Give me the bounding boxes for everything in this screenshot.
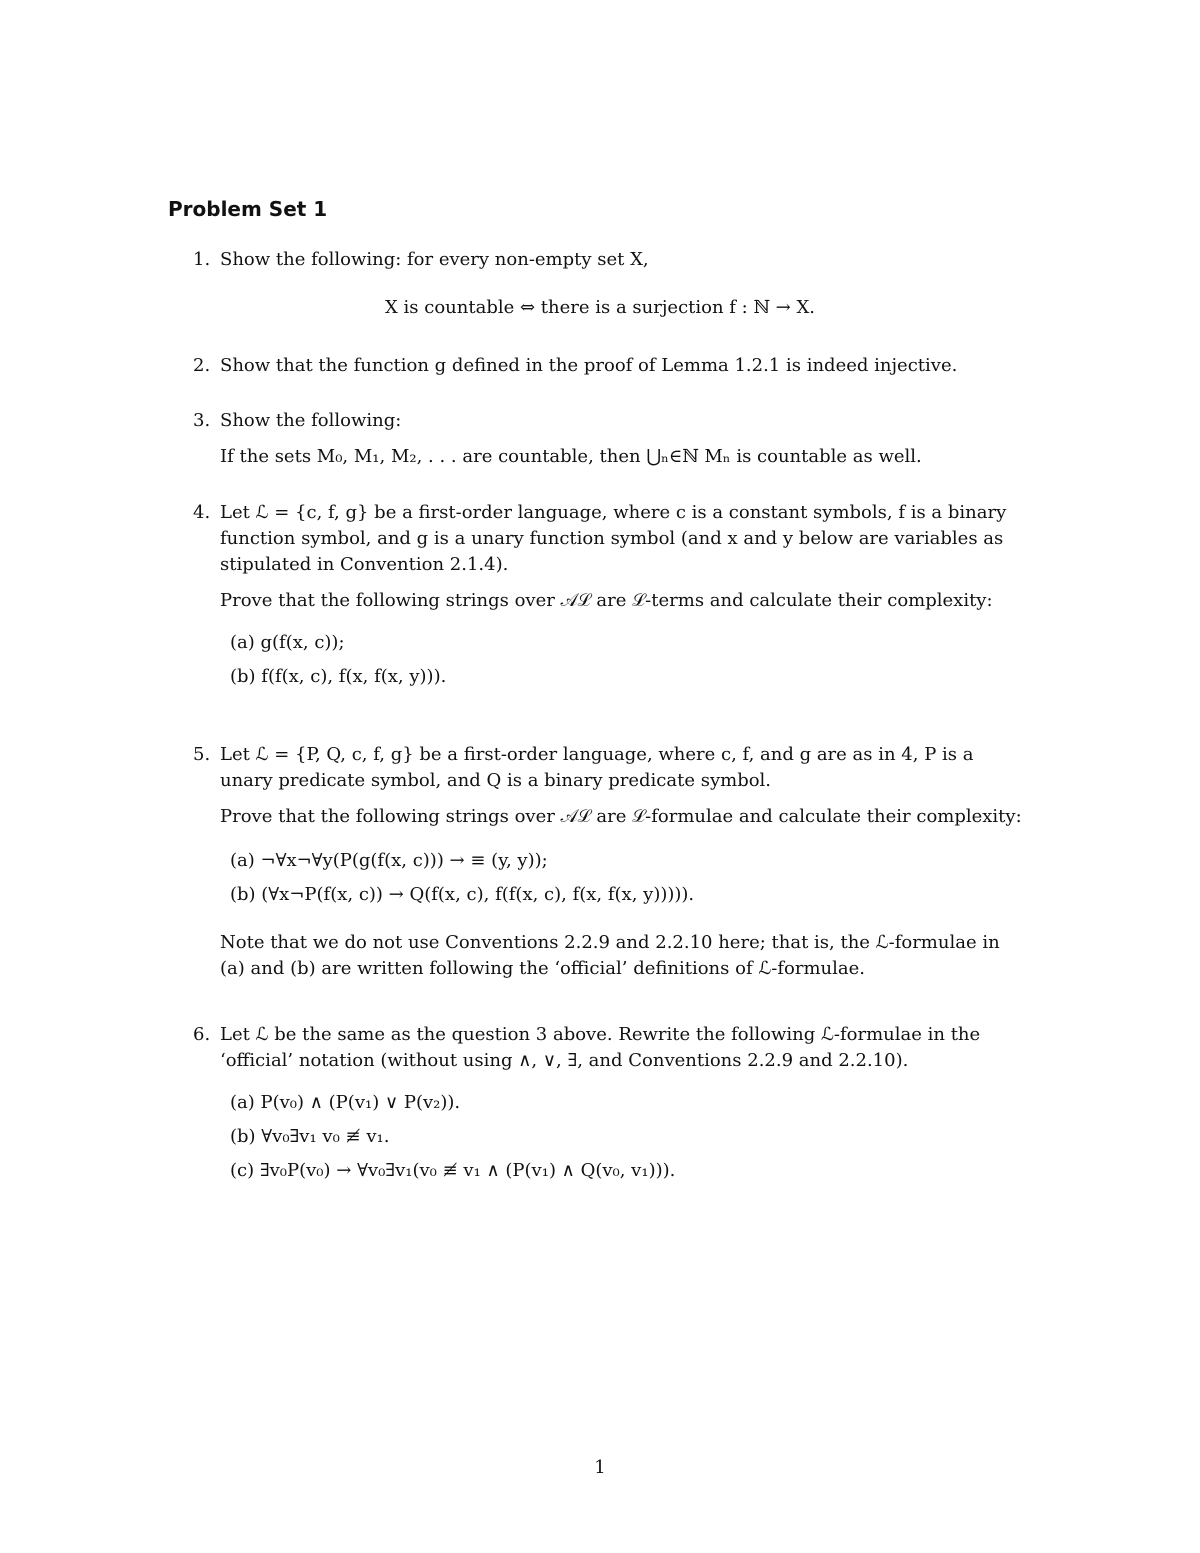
page-title: Problem Set 1 [168, 197, 328, 221]
problem-text: If the sets M₀, M₁, M₂, . . . are countable, then ⋃ₙ∈ℕ Mₙ is countable as well. [220, 446, 922, 467]
problem-text: Let ℒ = {P, Q, c, f, g} be a first-order language, where c, f, and g are as in 4, P is a [220, 744, 974, 765]
subpart-a: (a) ¬∀x¬∀y(P(g(f(x, c))) → ≡ (y, y)); [230, 850, 548, 871]
problem-text: Prove that the following strings over 𝒜ℒ are ℒ-terms and calculate their complexity: [220, 590, 993, 611]
problem-2 [193, 353, 1038, 379]
problem-text: unary predicate symbol, and Q is a binary predicate symbol. [220, 770, 772, 791]
problem-text: Let ℒ = {c, f, g} be a first-order language, where c is a constant symbols, f is a binary [220, 502, 1007, 523]
problem-3 [193, 408, 1038, 470]
problem-4 [193, 500, 1038, 690]
problem-number: 4. [193, 502, 211, 523]
problem-text: Show the following: for every non-empty set X, [220, 249, 649, 270]
subpart-a: (a) P(v₀) ∧ (P(v₁) ∨ P(v₂)). [230, 1092, 461, 1113]
problem-6 [193, 1022, 1038, 1184]
problem-text: ‘official’ notation (without using ∧, ∨, ∃, and Conventions 2.2.9 and 2.2.10). [220, 1050, 909, 1071]
problem-text: function symbol, and g is a unary function symbol (and x and y below are variables as [220, 528, 1004, 549]
problem-number: 5. [193, 744, 211, 765]
subpart-b: (b) f(f(x, c), f(x, f(x, y))). [230, 666, 447, 687]
subpart-b: (b) (∀x¬P(f(x, c)) → Q(f(x, c), f(f(x, c), f(x, f(x, y))))). [230, 884, 695, 905]
page-number: 1 [594, 1457, 606, 1478]
display-equation: X is countable ⇔ there is a surjection f : ℕ → X. [385, 297, 815, 318]
problem-text: Show that the function g defined in the proof of Lemma 1.2.1 is indeed injective. [220, 355, 958, 376]
problem-number: 1. [193, 249, 211, 270]
subpart-a: (a) g(f(x, c)); [230, 632, 345, 653]
note-text: Note that we do not use Conventions 2.2.9 and 2.2.10 here; that is, the ℒ-formulae in [220, 932, 1000, 953]
problem-text: Prove that the following strings over 𝒜ℒ are ℒ-formulae and calculate their complexity: [220, 806, 1022, 827]
subpart-b: (b) ∀v₀∃v₁ v₀ ≢ v₁. [230, 1126, 390, 1147]
problem-number: 3. [193, 410, 211, 431]
subpart-c: (c) ∃v₀P(v₀) → ∀v₀∃v₁(v₀ ≢ v₁ ∧ (P(v₁) ∧ Q(v₀, v₁))). [230, 1160, 676, 1181]
problem-5 [193, 742, 1038, 982]
problem-text: Let ℒ be the same as the question 3 above. Rewrite the following ℒ-formulae in the [220, 1024, 981, 1045]
problem-number: 2. [193, 355, 211, 376]
problem-number: 6. [193, 1024, 211, 1045]
problem-1 [193, 247, 1038, 273]
problem-text: Show the following: [220, 410, 402, 431]
note-text: (a) and (b) are written following the ‘official’ definitions of ℒ-formulae. [220, 958, 865, 979]
problem-text: stipulated in Convention 2.1.4). [220, 554, 509, 575]
